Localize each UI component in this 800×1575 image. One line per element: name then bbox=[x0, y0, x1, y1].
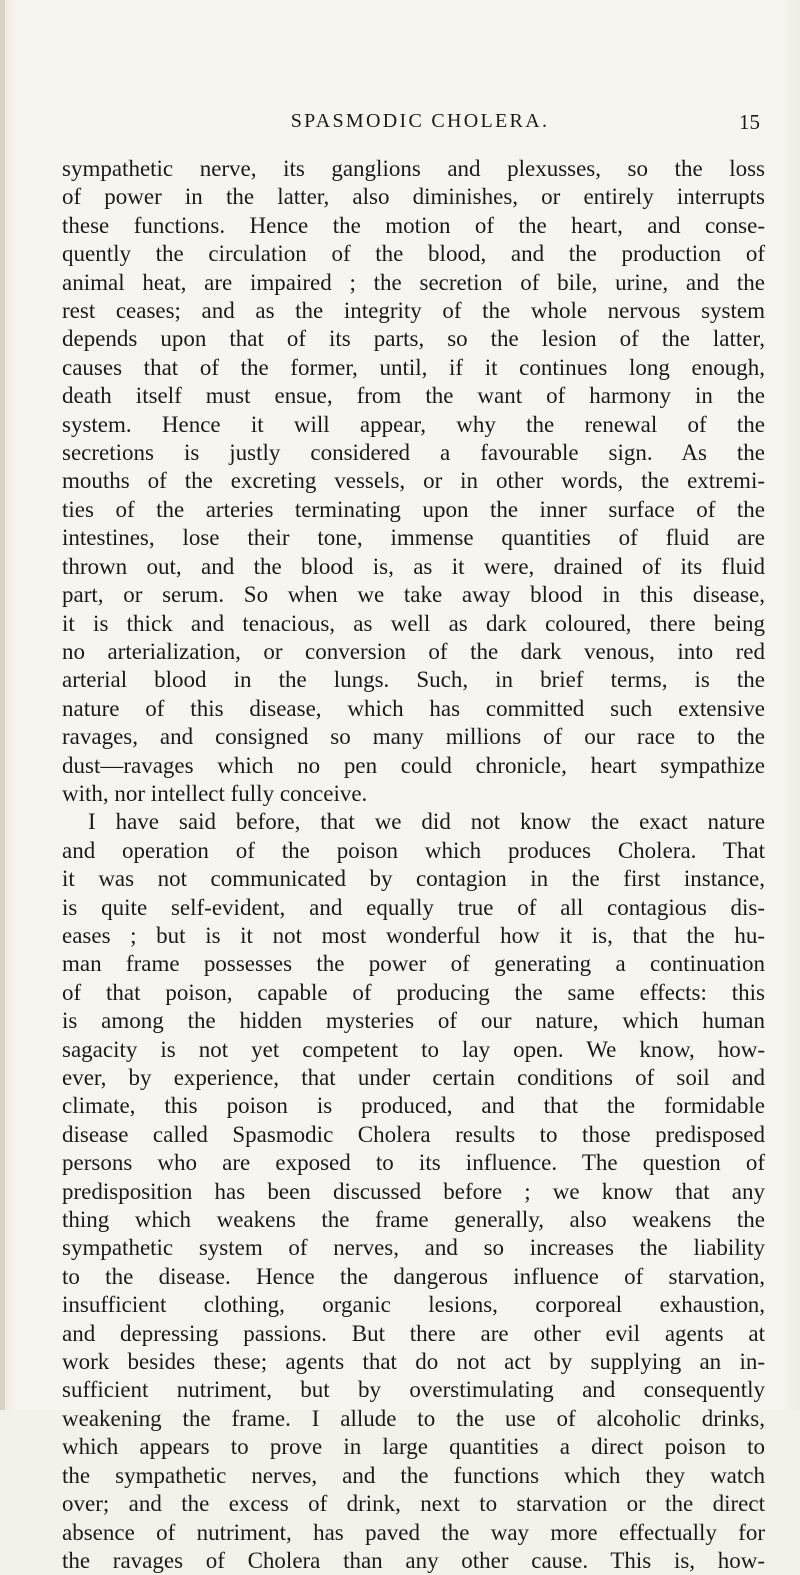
text-line: thing which weakens the frame generally, also weakens the bbox=[62, 1207, 765, 1233]
text-line: dust—ravages which no pen could chronicle, heart sympathize bbox=[62, 752, 765, 778]
text-line: ever, by experience, that under certain conditions of soil and bbox=[62, 1065, 765, 1090]
text-line: nature of this disease, which has committed such extensive bbox=[62, 695, 765, 721]
text-line: and operation of the poison which produces Cholera. That bbox=[62, 837, 765, 863]
text-line: sympathetic nerve, its ganglions and plexusses, so the loss bbox=[62, 156, 765, 181]
page-number: 15 bbox=[739, 110, 760, 134]
text-line: of that poison, capable of producing the same effects: this bbox=[62, 979, 765, 1005]
text-line: work besides these; agents that do not act by supplying an in- bbox=[62, 1349, 765, 1375]
text-line: persons who are exposed to its influence. The question of bbox=[62, 1150, 765, 1176]
text-line: predisposition has been discussed before ; we know that any bbox=[62, 1178, 765, 1204]
text-line: sagacity is not yet competent to lay open. We know, how- bbox=[62, 1036, 765, 1062]
paragraph-end-line: with, nor intellect fully conceive. bbox=[62, 780, 368, 806]
text-line: mouths of the excreting vessels, or in other words, the extremi- bbox=[62, 468, 765, 494]
text-line: which appears to prove in large quantities a direct poison to bbox=[62, 1434, 765, 1460]
text-line: rest ceases; and as the integrity of the whole nervous system bbox=[62, 298, 765, 324]
text-line: these functions. Hence the motion of the heart, and conse- bbox=[62, 212, 765, 238]
text-line: and depressing passions. But there are other evil agents at bbox=[62, 1320, 765, 1346]
text-line: disease called Spasmodic Cholera results to those predisposed bbox=[62, 1121, 765, 1147]
text-line: sympathetic system of nerves, and so increases the liability bbox=[62, 1235, 765, 1261]
text-line: eases ; but is it not most wonderful how it is, that the hu- bbox=[62, 922, 765, 948]
text-line: weakening the frame. I allude to the use of alcoholic drinks, bbox=[62, 1405, 765, 1431]
text-line: animal heat, are impaired ; the secretion of bile, urine, and the bbox=[62, 269, 765, 295]
text-line: climate, this poison is produced, and that the formidable bbox=[62, 1093, 765, 1119]
text-line: absence of nutriment, has paved the way more effectually for bbox=[62, 1519, 765, 1545]
text-line: arterial blood in the lungs. Such, in brief terms, is the bbox=[62, 667, 765, 693]
text-line: over; and the excess of drink, next to starvation or the direct bbox=[62, 1491, 765, 1517]
text-line: of power in the latter, also diminishes, or entirely interrupts bbox=[62, 184, 765, 210]
text-line: quently the circulation of the blood, and the production of bbox=[62, 241, 765, 267]
text-line: sufficient nutriment, but by overstimulating and consequently bbox=[62, 1377, 765, 1403]
page-spine-edge bbox=[0, 0, 5, 1410]
text-line: to the disease. Hence the dangerous influence of starvation, bbox=[62, 1263, 765, 1289]
text-line: thrown out, and the blood is, as it were, drained of its fluid bbox=[62, 553, 765, 579]
text-line: the sympathetic nerves, and the functions which they watch bbox=[62, 1462, 765, 1488]
text-line: part, or serum. So when we take away blood in this disease, bbox=[62, 582, 765, 608]
running-head: SPASMODIC CHOLERA. bbox=[290, 110, 550, 132]
text-line: it was not communicated by contagion in the first instance, bbox=[62, 866, 765, 892]
text-line: depends upon that of its parts, so the lesion of the latter, bbox=[62, 326, 765, 352]
text-line: ties of the arteries terminating upon the inner surface of the bbox=[62, 496, 765, 522]
paragraph-start-line: I have said before, that we did not know the exact nature bbox=[88, 809, 765, 835]
text-line: death itself must ensue, from the want of harmony in the bbox=[62, 383, 765, 409]
text-line: the ravages of Cholera than any other cause. This is, how- bbox=[62, 1547, 765, 1573]
text-line: it is thick and tenacious, as well as dark coloured, there being bbox=[62, 610, 765, 636]
text-line: ravages, and consigned so many millions of our race to the bbox=[62, 724, 765, 750]
text-line: secretions is justly considered a favourable sign. As the bbox=[62, 440, 765, 466]
text-line: intestines, lose their tone, immense quantities of fluid are bbox=[62, 525, 765, 551]
text-line: is quite self-evident, and equally true of all contagious dis- bbox=[62, 894, 765, 920]
body-text bbox=[62, 155, 765, 1575]
text-line: system. Hence it will appear, why the renewal of the bbox=[62, 411, 765, 437]
text-line: is among the hidden mysteries of our nature, which human bbox=[62, 1008, 765, 1034]
text-line: man frame possesses the power of generating a continuation bbox=[62, 951, 765, 977]
text-line: no arterialization, or conversion of the dark venous, into red bbox=[62, 638, 765, 664]
text-line: insufficient clothing, organic lesions, corporeal exhaustion, bbox=[62, 1292, 765, 1318]
text-line: causes that of the former, until, if it continues long enough, bbox=[62, 354, 765, 380]
